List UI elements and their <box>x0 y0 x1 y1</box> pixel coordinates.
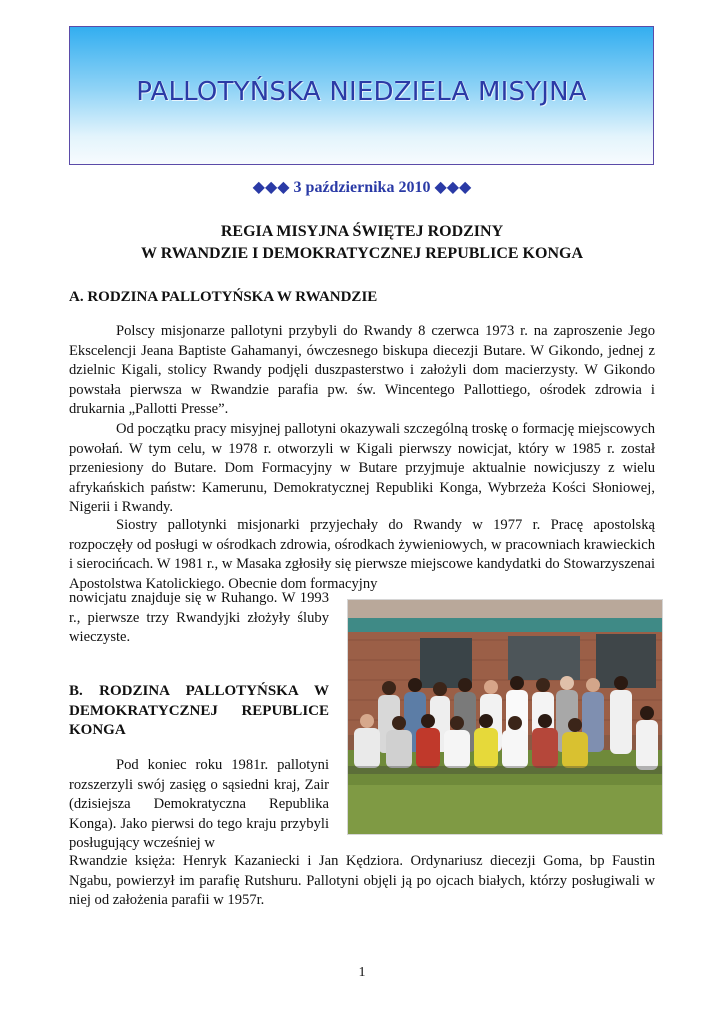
document-heading <box>0 221 724 265</box>
date-line: ◆◆◆ 3 października 2010 ◆◆◆ <box>252 179 472 196</box>
banner-title: PALLOTYŃSKA NIEDZIELA MISYJNA <box>136 77 587 107</box>
group-photo <box>347 599 663 835</box>
heading-line-1: REGIA MISYJNA ŚWIĘTEJ RODZINY <box>220 223 504 240</box>
section-a-paragraph-2: Od początku pracy misyjnej pallotyni okazywali szczególną troskę o formację miejscowych powołań. W tym celu, w 1978 r. otworzyli w Kigali pierwszy nowicjat, który w 1985 r. został przeniesiony do Butare. Dom Formacyjny w Butare przyjmuje aktualnie nowicjuszy z wielu afrykańskich państw: Kamerunu, Demokratycznej Republiki Konga, Wybrzeża Kości Słoniowej, Nigerii i Rwandy. <box>69 421 655 516</box>
group-photo-image <box>348 600 663 835</box>
section-b-title-text: B. RODZINA PALLOTYŃSKA W DEMOKRATYCZNEJ REPUBLICE KONGA <box>69 683 329 739</box>
section-a-title: A. RODZINA PALLOTYŃSKA W RWANDZIE <box>69 289 378 305</box>
section-b-paragraph-1: Pod koniec roku 1981r. pallotyni rozszerzyli swój zasięg o sąsiedni kraj, Zair (dzisiejsza Demokratyczna Republika Konga). Jako pierwsi do tego kraju przybyli posługujący wcześniej w <box>69 757 329 852</box>
heading-line-2: W RWANDZIE I DEMOKRATYCZNEJ REPUBLICE KONGA <box>140 245 583 262</box>
header-banner <box>69 26 654 165</box>
page-number: 1 <box>358 965 366 980</box>
section-b-paragraph-1-continued: Rwandzie księża: Henryk Kazaniecki i Jan Kędziora. Ordynariusz diecezji Goma, bp Faustin Ngabu, powierzył im parafię Rutshuru. Pallotyni objęli ją po ojcach białych, którzy posługiwali w niej od założenia parafii w 1957r. <box>69 853 655 909</box>
section-a-paragraph-1: Polscy misjonarze pallotyni przybyli do Rwandy 8 czerwca 1973 r. na zaproszenie Jego Ekscelencji Jeana Baptiste Gahamanyi, ówczesnego biskupa diecezji Butare. W Gikondo, jednej z dzielnic Kigali, stolicy Rwandy podjęli duszpasterstwo i założyli dom macierzysty. W Gikondo powstała pierwsza w Rwandzie parafia pw. św. Wincentego Pallottiego, ośrodek zdrowia i drukarnia „Pallotti Presse”. <box>69 323 655 418</box>
section-b-title <box>69 682 329 741</box>
section-a-paragraph-3-continued: nowicjatu znajduje się w Ruhango. W 1993 r., pierwsze trzy Rwandyjki złożyły śluby wieczyste. <box>69 590 329 646</box>
section-a-paragraph-3: Siostry pallotynki misjonarki przyjechały do Rwandy w 1977 r. Pracę apostolską rozpoczęły od posługi w ośrodkach zdrowia, ośrodkach żywieniowych, w pracowniach krawieckich i sierocińcach. W 1981 r., w Masaka zgłosiły się pierwsze miejscowe kandydatki do Stowarzyszenai Apostolstwa Katolickiego. Obecnie dom formacyjny <box>69 517 655 592</box>
